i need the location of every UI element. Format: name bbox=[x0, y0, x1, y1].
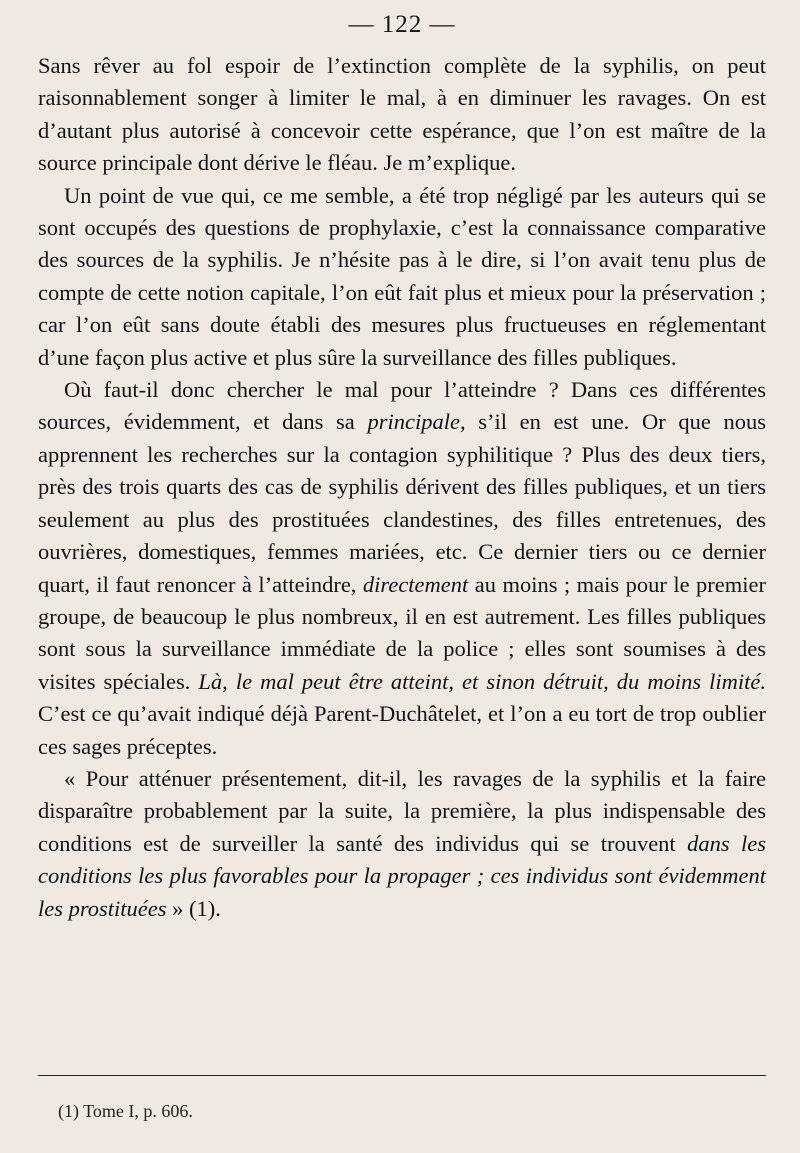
paragraph-3-italic-directement: directement bbox=[362, 571, 469, 597]
paragraph-1-text: Sans rêver au fol espoir de l’extinction complète de la syphilis, on peut raisonnablement songer à limiter le mal, à en diminuer les ravages. On est d’autant plus autorisé à concevoir cette espérance, que l’on est maître de la source principale dont dérive le fléau. Je m’explique. bbox=[38, 53, 766, 176]
paragraph-3-text-d: C’est ce qu’avait indiqué déjà Parent-Duchâtelet, et l’on a eu tort de trop oublier ces sages préceptes. bbox=[38, 701, 766, 759]
paragraph-4 bbox=[38, 763, 766, 925]
document-page bbox=[38, 8, 766, 925]
paragraph-3-text-b: s’il en est une. Or que nous apprennent les recherches sur la contagion syphilitique ? Plus des deux tiers, près des trois quarts des cas de syphilis dérivent des filles publiques, et un tiers seulement au plus des prostituées clandestines, des filles entretenues, des ouvrières, domestiques, femmes mariées, etc. Ce dernier tiers ou ce dernier quart, il faut renoncer à l’atteindre, bbox=[38, 409, 767, 597]
paragraph-2-text: Un point de vue qui, ce me semble, a été trop négligé par les auteurs qui se sont occupés des questions de prophylaxie, c’est la connaissance comparative des sources de la syphilis. Je n’hésite pas à le dire, si l’on avait tenu plus de compte de cette notion capitale, l’on eût fait plus et mieux pour la préservation ; car l’on eût sans doute établi des mesures plus fructueuses en réglementant d’une façon plus active et plus sûre la surveillance des filles publiques. bbox=[38, 182, 766, 370]
paragraph-3-italic-principale: principale, bbox=[367, 409, 466, 435]
page-number: — 122 — bbox=[348, 11, 456, 38]
paragraph-3 bbox=[38, 374, 766, 763]
paragraph-3-text-a: Où faut-il donc chercher le mal pour l’atteindre ? Dans ces différentes sources, évidemment, et dans sa bbox=[38, 377, 766, 435]
paragraph-2 bbox=[38, 180, 766, 374]
paragraph-4-text-a: « Pour atténuer présentement, dit-il, les ravages de la syphilis et la faire disparaître probablement par la suite, la première, la plus indispensable des conditions est de surveiller la santé des individus qui se trouvent bbox=[38, 765, 766, 856]
footnote: (1) Tome I, p. 606. bbox=[58, 1101, 193, 1121]
paragraph-4-italic-quote: dans les conditions les plus favorables pour la propager ; ces individus sont évidemment les prostituées bbox=[38, 830, 766, 921]
paragraph-3-text-c: au moins ; mais pour le premier groupe, de beaucoup le plus nombreux, il en est autrement. Les filles publiques sont sous la surveillance immédiate de la police ; elles sont soumises à des visites spéciales. bbox=[38, 571, 766, 694]
paragraph-1 bbox=[38, 50, 766, 180]
footnote-divider bbox=[38, 1075, 766, 1076]
paragraph-3-italic-quote: Là, le mal peut être atteint, et sinon détruit, du moins limité. bbox=[198, 668, 766, 694]
paragraph-4-text-b: » (1). bbox=[166, 895, 221, 921]
